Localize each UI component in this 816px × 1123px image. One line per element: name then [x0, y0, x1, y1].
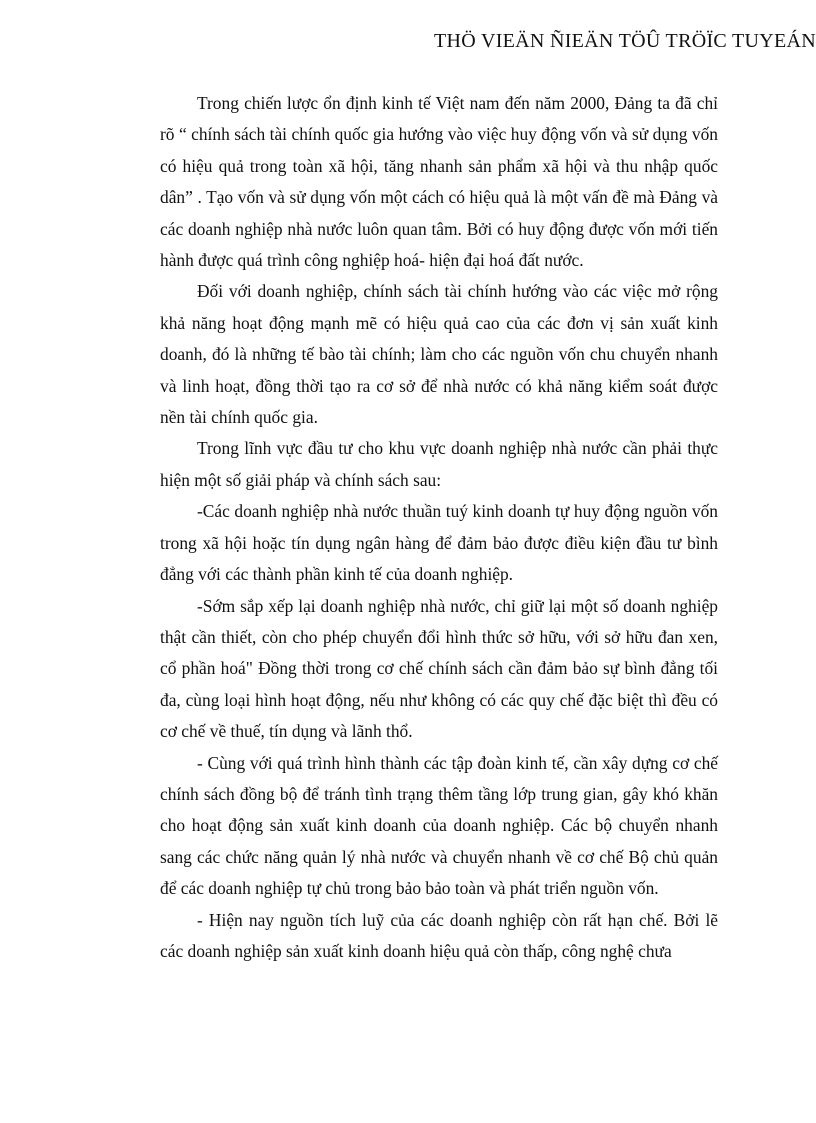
paragraph: Trong chiến lược ổn định kinh tế Việt nam đến năm 2000, Đảng ta đã chỉ rõ “ chính sách tài chính quốc gia hướng vào việc huy động vốn và sử dụng vốn có hiệu quả trong toàn xã hội, tăng nhanh sản phẩm xã hội và thu nhập quốc dân” . Tạo vốn và sử dụng vốn một cách có hiệu quả là một vấn đề mà Đảng và các doanh nghiệp nhà nước luôn quan tâm. Bởi có huy động được vốn mới tiến hành được quá trình công nghiệp hoá- hiện đại hoá đất nước.: [160, 93, 718, 271]
paragraph: -Sớm sắp xếp lại doanh nghiệp nhà nước, chỉ giữ lại một số doanh nghiệp thật cần thiết, còn cho phép chuyển đổi hình thức sở hữu, với sở hữu đan xen, cổ phần hoá" Đồng thời trong cơ chế chính sách cần đảm bảo sự bình đẳng tối đa, cùng loại hình hoạt động, nếu như không có các quy chế đặc biệt thì đều có cơ chế về thuế, tín dụng và lãnh thổ.: [160, 595, 718, 742]
paragraph: - Cùng với quá trình hình thành các tập đoàn kinh tế, cần xây dựng cơ chế chính sách đồng bộ để tránh tình trạng thêm tầng lớp trung gian, gây khó khăn cho hoạt động sản xuất kinh doanh của doanh nghiệp. Các bộ chuyển nhanh sang các chức năng quản lý nhà nước và chuyển nhanh về cơ chế Bộ chủ quản để các doanh nghiệp tự chủ trong bảo bảo toàn và phát triển nguồn vốn.: [160, 752, 718, 899]
paragraph: Trong lĩnh vực đầu tư cho khu vực doanh nghiệp nhà nước cần phải thực hiện một số giải pháp và chính sách sau:: [160, 438, 718, 490]
paragraph: - Hiện nay nguồn tích luỹ của các doanh nghiệp còn rất hạn chế. Bởi lẽ các doanh nghiệp sản xuất kinh doanh hiệu quả còn thấp, công nghệ chưa: [160, 909, 718, 961]
paragraph: Đối với doanh nghiệp, chính sách tài chính hướng vào các việc mở rộng khả năng hoạt động mạnh mẽ có hiệu quả cao của các đơn vị sản xuất kinh doanh, đó là những tế bào tài chính; làm cho các nguồn vốn chu chuyển nhanh và linh hoạt, đồng thời tạo ra cơ sở để nhà nước có khả năng kiểm soát được nền tài chính quốc gia.: [160, 281, 718, 428]
document-body: [160, 88, 718, 967]
paragraph: -Các doanh nghiệp nhà nước thuần tuý kinh doanh tự huy động nguồn vốn trong xã hội hoặc tín dụng ngân hàng để đảm bảo được điều kiện đầu tư bình đẳng với các thành phần kinh tế của doanh nghiệp.: [160, 501, 718, 585]
page-header: THÖ VIEÄN ÑIEÄN TÖÛ TRÖÏC TUYEÁN: [434, 30, 816, 52]
